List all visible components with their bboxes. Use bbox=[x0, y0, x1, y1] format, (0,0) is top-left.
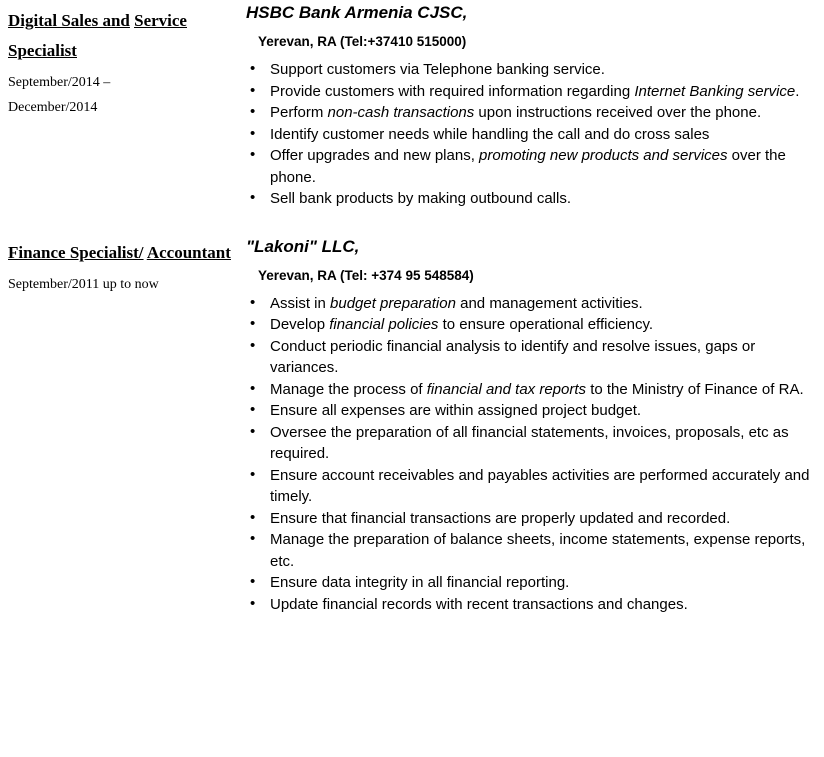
duty-text: Ensure account receivables and payables activities are performed accurately and timely. bbox=[270, 466, 810, 505]
duty-text: Offer upgrades and new plans, bbox=[270, 147, 480, 164]
duty-text: Manage the process of bbox=[270, 380, 427, 398]
duty-text: Update financial records with recent transactions and changes. bbox=[270, 595, 688, 613]
duties-list bbox=[236, 59, 816, 210]
duty-item bbox=[236, 336, 816, 379]
duty-text: Provide customers with required information regarding bbox=[270, 82, 635, 100]
duty-text: Sell bank products by making outbound calls. bbox=[270, 190, 572, 207]
duty-text: Identify customer needs while handling the call and do cross sales bbox=[270, 125, 710, 143]
duty-text: Support customers via Telephone banking service. bbox=[270, 61, 605, 78]
duty-item bbox=[236, 145, 816, 188]
duty-item bbox=[236, 124, 816, 146]
duty-text: Manage the preparation of balance sheets, income statements, expense reports, etc. bbox=[270, 531, 806, 570]
job-dates-line: September/2011 up to now bbox=[8, 276, 159, 292]
company-name: HSBC Bank Armenia CJSC, bbox=[246, 3, 468, 22]
duty-text: upon instructions received over the phone. bbox=[474, 104, 762, 121]
job-title bbox=[8, 6, 232, 66]
duty-text: Ensure all expenses are within assigned project budget. bbox=[270, 402, 642, 419]
duty-text: Oversee the preparation of all financial statements, invoices, proposals, etc as required. bbox=[270, 423, 789, 462]
job-dates bbox=[8, 70, 232, 120]
duty-text: to ensure operational efficiency. bbox=[438, 316, 654, 333]
duty-text: . bbox=[795, 82, 800, 100]
duty-item bbox=[236, 529, 816, 572]
entry-meta-column bbox=[0, 0, 236, 210]
job-title-line: Finance Specialist/ bbox=[8, 242, 144, 262]
job-title-line: Service Specialist bbox=[8, 11, 187, 60]
job-title-line: Digital Sales and bbox=[8, 11, 130, 30]
job-dates-line: September/2014 – bbox=[8, 75, 111, 90]
job-title-line: Accountant bbox=[146, 242, 231, 262]
company-location: Yerevan, RA (Tel: +374 95 548584) bbox=[258, 267, 474, 283]
duty-item bbox=[236, 572, 816, 594]
company-name: "Lakoni" LLC, bbox=[246, 236, 360, 256]
emphasis-text: non-cash transactions bbox=[327, 104, 475, 121]
emphasis-text: financial policies bbox=[329, 316, 439, 333]
company-location: Yerevan, RA (Tel:+37410 515000) bbox=[258, 34, 467, 49]
duty-item bbox=[236, 59, 816, 81]
entry-meta-column bbox=[0, 236, 236, 616]
duty-item bbox=[236, 81, 816, 103]
duty-text: and management activities. bbox=[455, 294, 643, 312]
duty-item bbox=[236, 422, 816, 465]
duty-text: to the Ministry of Finance of RA. bbox=[586, 380, 804, 398]
entry-detail-column bbox=[236, 0, 824, 210]
job-title bbox=[8, 238, 232, 268]
emphasis-text: promoting new products and services bbox=[479, 147, 728, 164]
experience-entry-lakoni bbox=[0, 236, 824, 616]
duty-item bbox=[236, 188, 816, 210]
duty-text: Perform bbox=[270, 104, 328, 121]
duty-item bbox=[236, 102, 816, 124]
emphasis-text: Internet Banking service bbox=[634, 82, 796, 100]
duty-text: Ensure that financial transactions are properly updated and recorded. bbox=[270, 509, 731, 527]
emphasis-text: financial and tax reports bbox=[426, 380, 587, 398]
duty-text: Assist in bbox=[270, 294, 331, 312]
duty-text: Ensure data integrity in all financial reporting. bbox=[270, 574, 570, 591]
experience-entry-hsbc bbox=[0, 0, 824, 210]
duty-item bbox=[236, 293, 816, 315]
duty-item bbox=[236, 400, 816, 422]
duty-item bbox=[236, 594, 816, 616]
job-dates-line: December/2014 bbox=[8, 100, 98, 115]
duty-item bbox=[236, 314, 816, 336]
entry-detail-column bbox=[236, 236, 824, 616]
duty-text: Develop bbox=[270, 316, 330, 333]
duties-list bbox=[236, 293, 816, 616]
duty-item bbox=[236, 465, 816, 508]
emphasis-text: budget preparation bbox=[330, 294, 456, 312]
job-dates bbox=[8, 272, 232, 297]
duty-text: over the phone. bbox=[270, 147, 786, 186]
duty-item bbox=[236, 508, 816, 530]
duty-item bbox=[236, 379, 816, 401]
duty-text: Conduct periodic financial analysis to identify and resolve issues, gaps or variances. bbox=[270, 337, 756, 376]
